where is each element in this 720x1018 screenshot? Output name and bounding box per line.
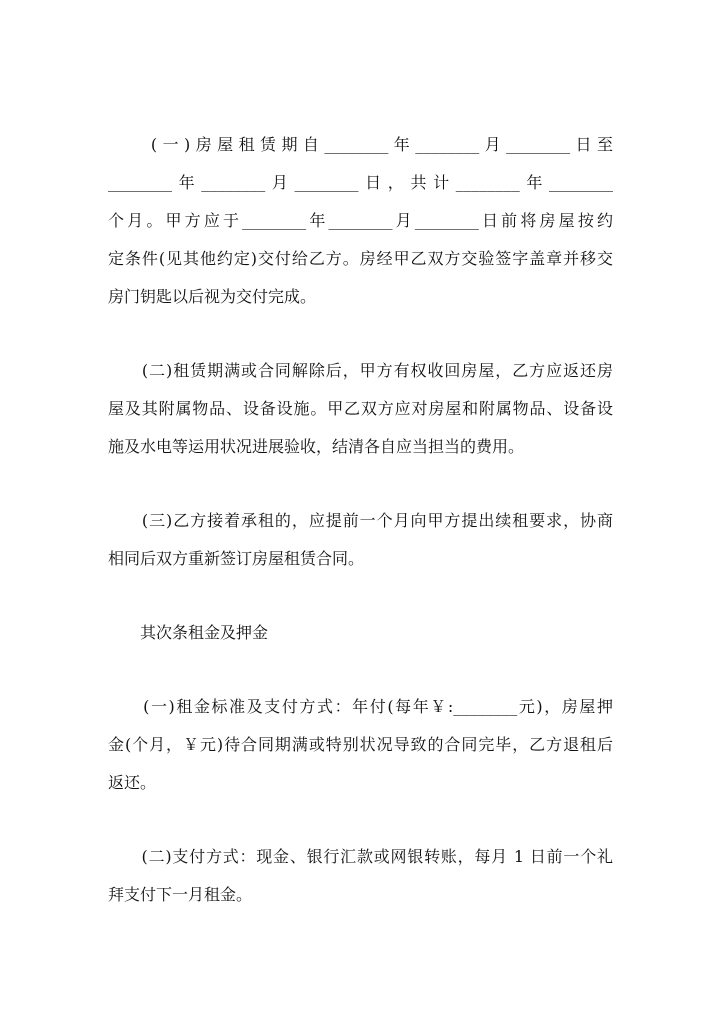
paragraph-renewal-line-2: 相同后双方重新签订房屋租赁合同。 [108,549,365,568]
paragraph-lease-end-line-2: 屋及其附属物品、设备设施。甲乙双方应对房屋和附属物品、设备设 [108,399,613,418]
paragraph-rent-standard-line-2: 金(个月，￥元)待合同期满或特别状况导致的合同完毕，乙方退租后 [108,735,613,754]
paragraph-lease-term-line-4: 定条件(见其他约定)交付给乙方。房经甲乙双方交验签字盖章并移交 [108,249,613,268]
paragraph-lease-end-line-1: (二)租赁期满或合同解除后，甲方有权收回房屋，乙方应返还房 [108,361,613,380]
paragraph-renewal-line-1: (三)乙方接着承租的，应提前一个月向甲方提出续租要求，协商 [108,511,613,530]
paragraph-payment-method-line-2: 拜支付下一月租金。 [108,885,253,904]
paragraph-lease-term-line-2: ________年________月________日，共计________年________ [108,173,613,192]
paragraph-lease-term-line-3: 个月。甲方应于________年________月________日前将房屋按约 [108,211,613,230]
paragraph-lease-term-line-1: (一)房屋租赁期自________年________月________日至 [108,135,613,154]
paragraph-lease-end-line-3: 施及水电等运用状况进展验收，结清各自应当担当的费用。 [108,437,525,456]
paragraph-lease-term-line-5: 房门钥匙以后视为交付完成。 [108,287,317,306]
paragraph-rent-standard-line-1: (一)租金标准及支付方式：年付(每年￥:________元)，房屋押 [108,697,613,716]
paragraph-payment-method-line-1: (二)支付方式：现金、银行汇款或网银转账，每月 1 日前一个礼 [108,847,613,866]
section-heading-rent-deposit: 其次条租金及押金 [108,623,269,642]
paragraph-rent-standard-line-3: 返还。 [108,773,157,792]
